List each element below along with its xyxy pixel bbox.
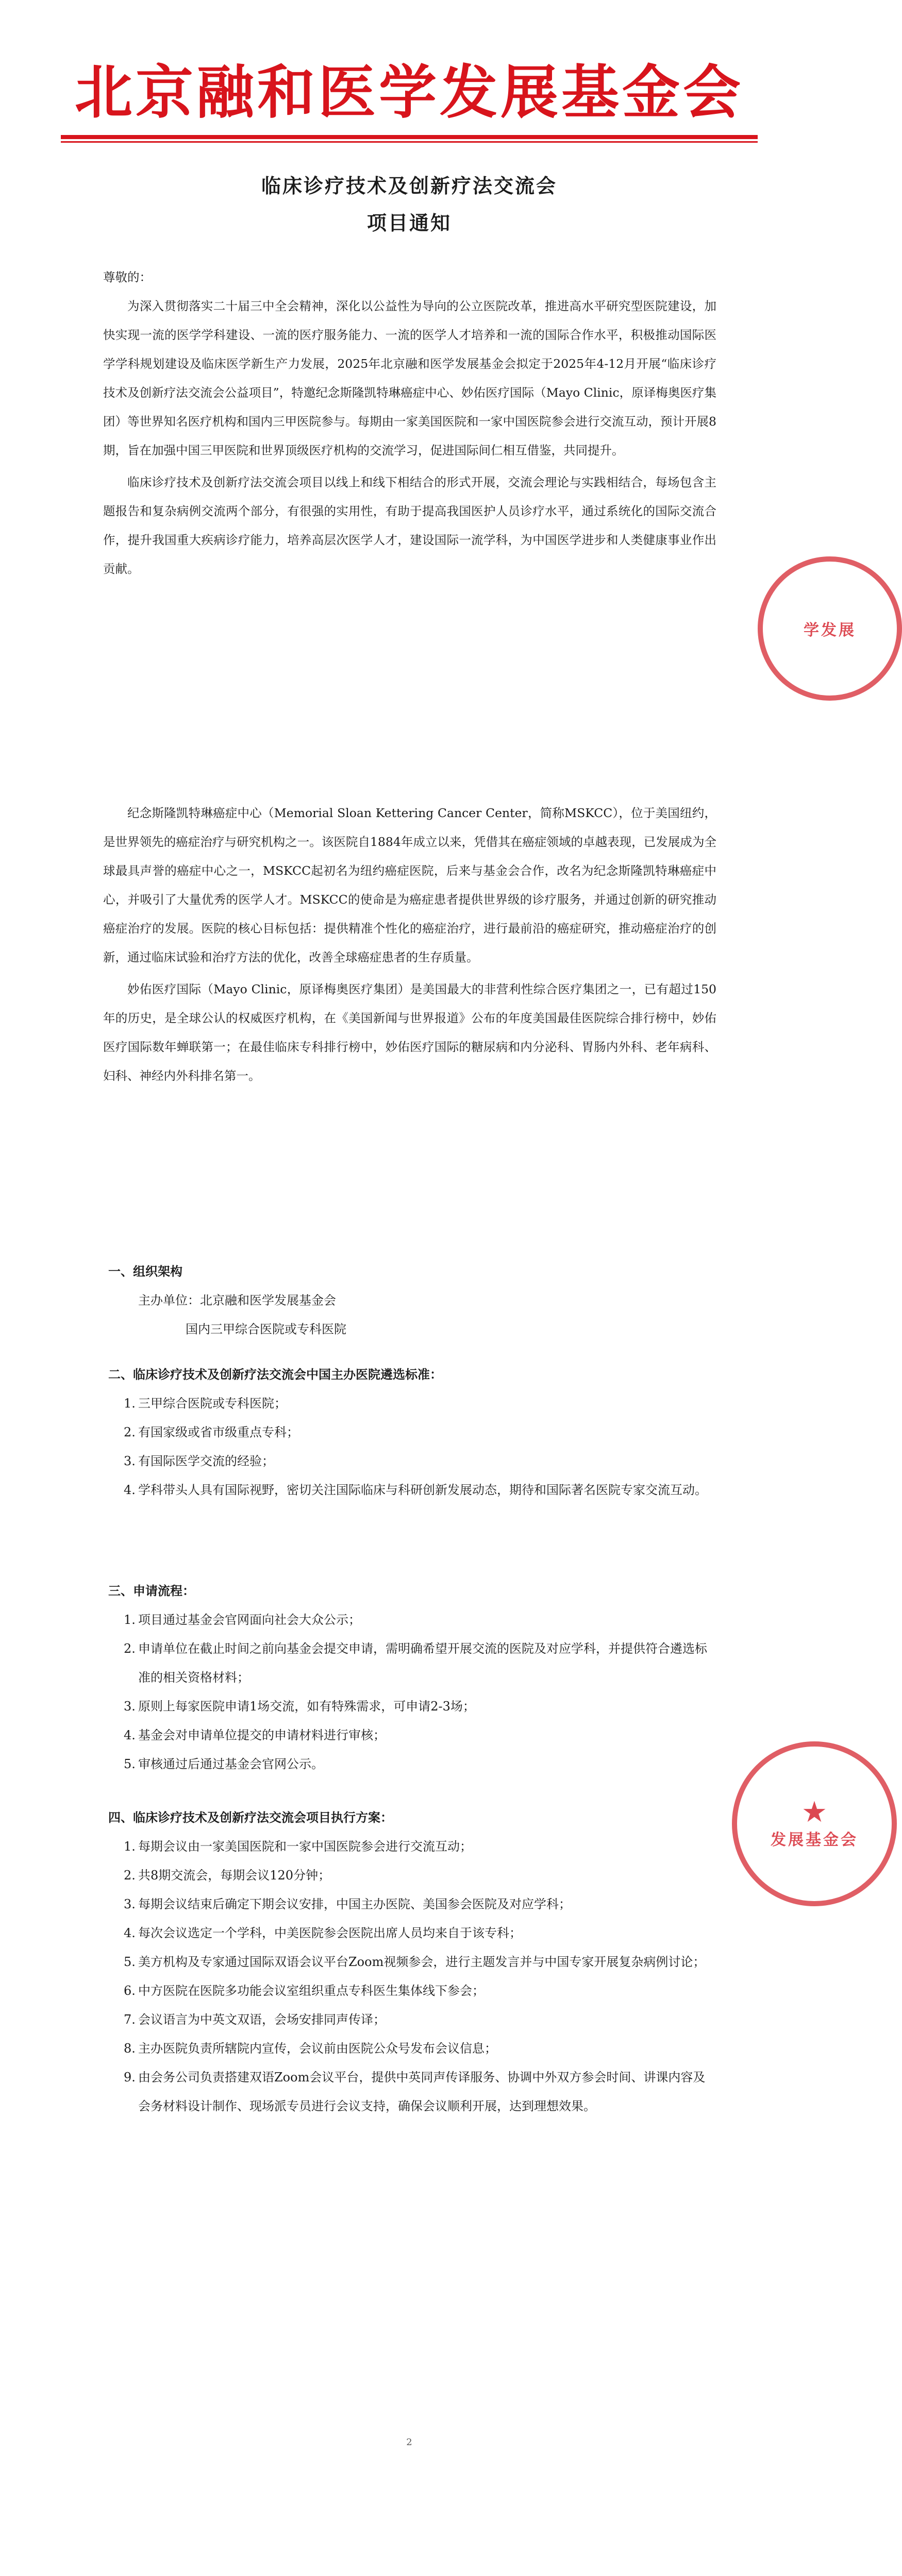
section-selection-criteria bbox=[108, 1360, 716, 1504]
organizer-line: 主办单位：北京融和医学发展基金会 bbox=[138, 1293, 336, 1308]
intro-body bbox=[103, 292, 716, 583]
list-item: 4. 每次会议选定一个学科，中美医院参会医院出席人员均来自于该专科； bbox=[124, 1926, 522, 1940]
intro-paragraph: 为深入贯彻落实二十届三中全会精神，深化以公益性为导向的公立医院改革，推进高水平研究型医院建设，加快实现一流的医学学科建设、一流的医疗服务能力、一流的医学人才培养和一流的国际合作水平，积极推动国际医学学科规划建设及临床医学新生产力发展，2025年北京融和医学发展基金会拟定于2025年4-12月开展“临床诊疗技术及创新疗法交流会公益项目”，特邀纪念斯隆凯特琳癌症中心、妙佑医疗国际（Mayo Clinic，原译梅奥医疗集团）等世界知名医疗机构和国内三甲医院参与。每期由一家美国医院和一家中国医院参会进行交流互动，预计开展8期，旨在加强中国三甲医院和世界顶级医疗机构的交流学习，促进国际间仁相互借鉴，共同提升。 bbox=[103, 299, 716, 457]
section-heading: 二、临床诊疗技术及创新疗法交流会中国主办医院遴选标准： bbox=[108, 1367, 442, 1382]
page-number: 2 bbox=[406, 2437, 412, 2448]
section-application-process bbox=[108, 1577, 716, 1778]
document-title: 临床诊疗技术及创新疗法交流会 bbox=[261, 174, 557, 197]
list-item: 2. 共8期交流会，每期会议120分钟； bbox=[124, 1868, 331, 1883]
list-item: 4. 学科带头人具有国际视野，密切关注国际临床与科研创新发展动态，期待和国际著名医院专家交流互动。 bbox=[124, 1483, 707, 1497]
list-item: 8. 主办医院负责所辖院内宣传，会议前由医院公众号发布会议信息； bbox=[124, 2041, 497, 2056]
org-name-header: 北京融和医学发展基金会 bbox=[75, 59, 744, 126]
section-heading: 三、申请流程： bbox=[108, 1584, 195, 1598]
list-item: 3. 有国际医学交流的经验； bbox=[124, 1454, 274, 1468]
seal-star-icon: ★ bbox=[801, 1795, 828, 1829]
intro-paragraph: 临床诊疗技术及创新疗法交流会项目以线上和线下相结合的形式开展，交流会理论与实践相结合，每场包含主题报告和复杂病例交流两个部分，有很强的实用性，有助于提高我国医护人员诊疗水平，通过系统化的国际交流合作，提升我国重大疾病诊疗能力，培养高层次医学人才，建设国际一流学科，为中国医学进步和人类健康事业作出贡献。 bbox=[103, 475, 716, 576]
intro-paragraph: 纪念斯隆凯特琳癌症中心（Memorial Sloan Kettering Cancer Center，简称MSKCC），位于美国纽约，是世界领先的癌症治疗与研究机构之一。该医院自1884年成立以来，凭借其在癌症领域的卓越表现，已发展成为全球最具声誉的癌症中心之一，MSKCC起初名为纽约癌症医院，后来与基金会合作，改名为纪念斯隆凯特琳癌症中心，并吸引了大量优秀的医学人才。MSKCC的使命是为癌症患者提供世界级的诊疗服务，并通过创新的研究推动癌症治疗的发展。医院的核心目标包括：提供精准个性化的癌症治疗，进行最前沿的癌症研究，推动癌症治疗的创新，通过临床试验和治疗方法的优化，改善全球癌症患者的生存质量。 bbox=[103, 806, 716, 964]
official-seal-partial bbox=[758, 556, 902, 701]
section-heading: 一、组织架构 bbox=[108, 1264, 182, 1279]
list-item: 5. 审核通过后通过基金会官网公示。 bbox=[124, 1757, 324, 1771]
list-item: 6. 中方医院在医院多功能会议室组织重点专科医生集体线下参会； bbox=[124, 1984, 485, 1998]
greeting bbox=[103, 263, 716, 292]
list-item: 1. 三甲综合医院或专科医院； bbox=[124, 1396, 287, 1411]
section-heading: 四、临床诊疗技术及创新疗法交流会项目执行方案： bbox=[108, 1810, 393, 1825]
section-execution-plan bbox=[108, 1803, 716, 2121]
list-item: 1. 项目通过基金会官网面向社会大众公示； bbox=[124, 1613, 361, 1627]
seal-text: 发展基金会 bbox=[771, 1831, 858, 1849]
list-item: 7. 会议语言为中英文双语，会场安排同声传译； bbox=[124, 2012, 386, 2027]
greeting-text: 尊敬的： bbox=[103, 270, 152, 284]
hospital-intro-body bbox=[103, 799, 716, 1090]
list-item: 2. 申请单位在截止时间之前向基金会提交申请，需明确希望开展交流的医院及对应学科，并提供符合遴选标准的相关资格材料； bbox=[124, 1641, 707, 1685]
official-seal-partial bbox=[732, 1741, 897, 1906]
section-organization bbox=[108, 1257, 716, 1344]
list-item: 2. 有国家级或省市级重点专科； bbox=[124, 1425, 299, 1439]
list-item: 3. 每期会议结束后确定下期会议安排，中国主办医院、美国参会医院及对应学科； bbox=[124, 1897, 571, 1911]
header-red-rule-thin bbox=[61, 141, 758, 143]
list-item: 5. 美方机构及专家通过国际双语会议平台Zoom视频参会，进行主题发言并与中国专家开展复杂病例讨论； bbox=[124, 1955, 706, 1969]
list-item: 4. 基金会对申请单位提交的申请材料进行审核； bbox=[124, 1728, 386, 1742]
seal-text: 学发展 bbox=[804, 621, 856, 639]
co-organizer-line: 国内三甲综合医院或专科医院 bbox=[186, 1322, 346, 1336]
intro-paragraph: 妙佑医疗国际（Mayo Clinic，原译梅奥医疗集团）是美国最大的非营利性综合医疗集团之一，已有超过150年的历史，是全球公认的权威医疗机构，在《美国新闻与世界报道》公布的年度美国最佳医院综合排行榜中，妙佑医疗国际数年蝉联第一；在最佳临床专科排行榜中，妙佑医疗国际的糖尿病和内分泌科、胃肠内外科、老年病科、妇科、神经内外科排名第一。 bbox=[103, 982, 716, 1083]
list-item: 1. 每期会议由一家美国医院和一家中国医院参会进行交流互动； bbox=[124, 1839, 472, 1854]
list-item: 9. 由会务公司负责搭建双语Zoom会议平台，提供中英同声传译服务、协调中外双方参会时间、讲课内容及会务材料设计制作、现场派专员进行会议支持，确保会议顺利开展，达到理想效果。 bbox=[124, 2070, 706, 2113]
list-item: 3. 原则上每家医院申请1场交流，如有特殊需求，可申请2-3场； bbox=[124, 1699, 475, 1714]
header-red-rule bbox=[61, 135, 758, 139]
document-subtitle: 项目通知 bbox=[366, 211, 452, 234]
